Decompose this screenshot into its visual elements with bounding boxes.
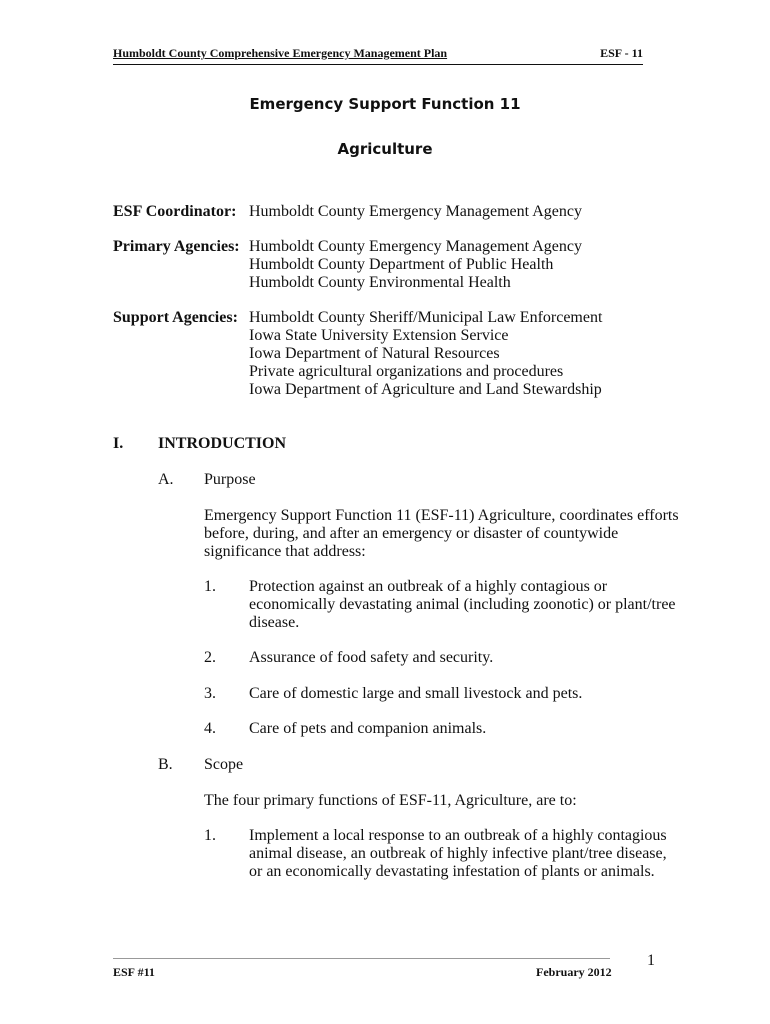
list-item-line: or an economically devastating infestation of plants or animals. (249, 863, 655, 880)
header-esf-number: ESF - 11 (600, 46, 643, 60)
purpose-paragraph-line: before, during, and after an emergency or disaster of countywide (204, 525, 619, 542)
section-heading: INTRODUCTION (158, 435, 287, 452)
subsection-title: Scope (204, 756, 244, 773)
primary-agency-item: Humboldt County Department of Public Health (249, 256, 554, 273)
scope-paragraph: The four primary functions of ESF-11, Agriculture, are to: (204, 792, 577, 809)
support-agency-item: Iowa Department of Natural Resources (249, 345, 500, 362)
coordinator-label: ESF Coordinator: (113, 203, 237, 220)
page-number: 1 (647, 952, 655, 969)
document-subtitle: Agriculture (337, 140, 433, 158)
subsection-letter: B. (158, 756, 173, 773)
list-item-line: Protection against an outbreak of a highly contagious or (249, 578, 608, 595)
support-agency-item: Humboldt County Sheriff/Municipal Law Enforcement (249, 309, 603, 326)
list-item-line: disease. (249, 614, 300, 631)
footer-esf-label: ESF #11 (113, 965, 155, 979)
primary-agencies-label: Primary Agencies: (113, 238, 240, 255)
support-agencies-label: Support Agencies: (113, 309, 238, 326)
list-item-line: Implement a local response to an outbreak of a highly contagious (249, 827, 667, 844)
subsection-title: Purpose (204, 471, 256, 488)
list-item-number: 4. (204, 720, 216, 737)
primary-agency-item: Humboldt County Emergency Management Agency (249, 238, 582, 255)
list-item-number: 2. (204, 649, 216, 666)
primary-agency-item: Humboldt County Environmental Health (249, 274, 511, 291)
header-plan-title: Humboldt County Comprehensive Emergency Management Plan (113, 46, 448, 60)
support-agency-item: Iowa State University Extension Service (249, 327, 509, 344)
list-item-number: 3. (204, 685, 216, 702)
list-item-line: animal disease, an outbreak of highly infective plant/tree disease, (249, 845, 667, 862)
list-item-line: Care of domestic large and small livestock and pets. (249, 685, 583, 702)
support-agency-item: Private agricultural organizations and procedures (249, 363, 564, 380)
purpose-paragraph-line: Emergency Support Function 11 (ESF-11) Agriculture, coordinates efforts (204, 507, 679, 524)
purpose-paragraph-line: significance that address: (204, 543, 366, 560)
coordinator-value: Humboldt County Emergency Management Agency (249, 203, 582, 220)
document-title: Emergency Support Function 11 (249, 95, 521, 113)
list-item-line: Care of pets and companion animals. (249, 720, 487, 737)
section-number: I. (113, 435, 124, 452)
list-item-line: Assurance of food safety and security. (249, 649, 494, 666)
list-item-number: 1. (204, 578, 216, 595)
list-item-number: 1. (204, 827, 216, 844)
page-header (113, 46, 643, 65)
subsection-letter: A. (158, 471, 174, 488)
footer-date: February 2012 (536, 965, 612, 979)
list-item-line: economically devastating animal (including zoonotic) or plant/tree (249, 596, 676, 613)
footer-rule (113, 958, 610, 959)
support-agency-item: Iowa Department of Agriculture and Land Stewardship (249, 381, 602, 398)
